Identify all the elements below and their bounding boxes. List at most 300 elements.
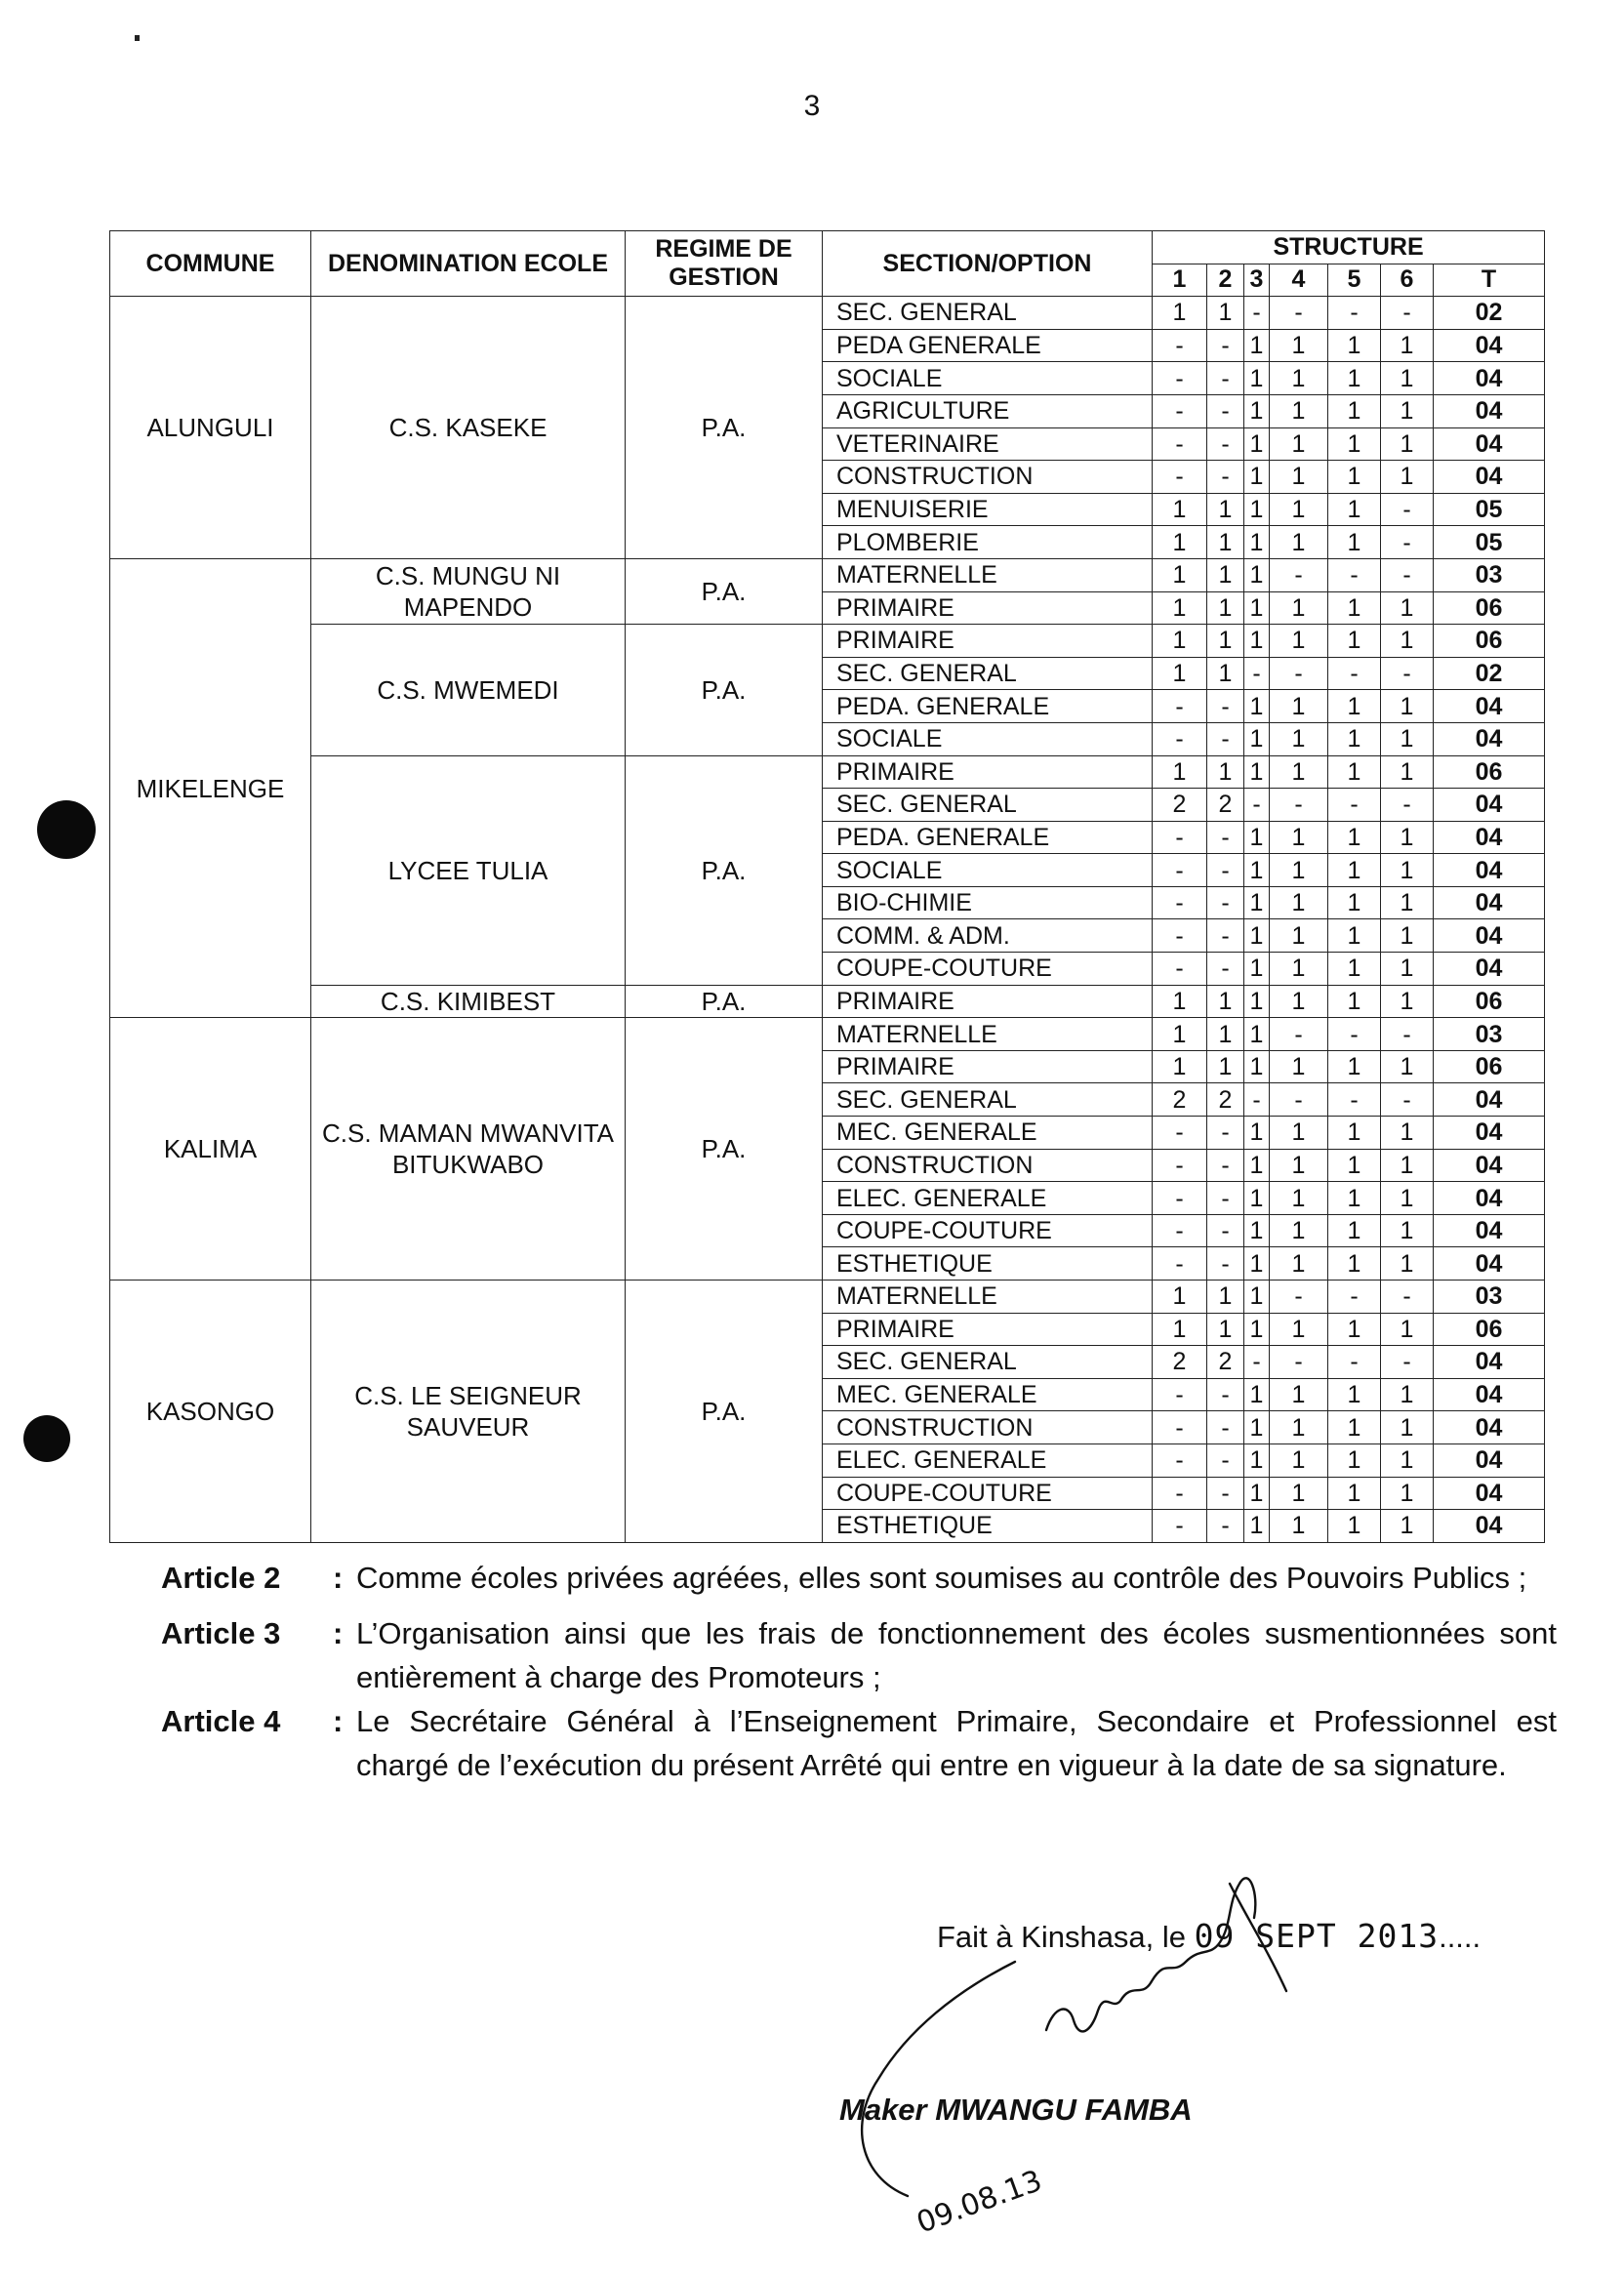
structure-level-5-cell: 1 bbox=[1328, 953, 1381, 986]
structure-level-4-cell: 1 bbox=[1270, 886, 1328, 919]
structure-level-2-cell: - bbox=[1207, 953, 1244, 986]
structure-level-3-cell: 1 bbox=[1244, 919, 1270, 953]
total-cell: 04 bbox=[1434, 329, 1545, 362]
total-cell: 06 bbox=[1434, 1313, 1545, 1346]
total-cell: 04 bbox=[1434, 1247, 1545, 1281]
school-name-cell: C.S. MWEMEDI bbox=[311, 625, 626, 755]
structure-level-2-cell: 1 bbox=[1207, 493, 1244, 526]
structure-level-3-cell: - bbox=[1244, 1083, 1270, 1117]
article-label: Article 3 bbox=[161, 1616, 281, 1650]
article-colon: : bbox=[333, 1616, 344, 1650]
section-cell: PRIMAIRE bbox=[823, 755, 1153, 789]
structure-level-6-cell: 1 bbox=[1381, 985, 1434, 1018]
structure-level-6-cell: 1 bbox=[1381, 919, 1434, 953]
structure-level-6-cell: 1 bbox=[1381, 1411, 1434, 1444]
structure-level-5-cell: 1 bbox=[1328, 886, 1381, 919]
structure-level-6-cell: 1 bbox=[1381, 755, 1434, 789]
article-colon: : bbox=[333, 1704, 344, 1738]
structure-level-1-cell: - bbox=[1153, 1149, 1207, 1182]
structure-level-1-cell: - bbox=[1153, 821, 1207, 854]
total-cell: 06 bbox=[1434, 755, 1545, 789]
total-cell: 04 bbox=[1434, 821, 1545, 854]
structure-level-6-cell: 1 bbox=[1381, 1117, 1434, 1150]
structure-level-4-cell: 1 bbox=[1270, 1050, 1328, 1083]
structure-level-4-cell: - bbox=[1270, 657, 1328, 690]
structure-level-3-cell: 1 bbox=[1244, 1281, 1270, 1314]
structure-level-1-cell: - bbox=[1153, 953, 1207, 986]
structure-level-2-cell: - bbox=[1207, 886, 1244, 919]
section-cell: CONSTRUCTION bbox=[823, 1411, 1153, 1444]
structure-level-1-cell: - bbox=[1153, 1117, 1207, 1150]
total-cell: 02 bbox=[1434, 657, 1545, 690]
structure-level-6-cell: 1 bbox=[1381, 427, 1434, 461]
structure-level-4-cell: 1 bbox=[1270, 394, 1328, 427]
binder-hole-mark bbox=[23, 1415, 70, 1462]
structure-level-1-cell: 1 bbox=[1153, 1018, 1207, 1051]
structure-level-2-cell: - bbox=[1207, 1477, 1244, 1510]
structure-level-6-cell: - bbox=[1381, 1018, 1434, 1051]
section-cell: SEC. GENERAL bbox=[823, 1083, 1153, 1117]
structure-level-2-cell: - bbox=[1207, 1214, 1244, 1247]
structure-level-4-cell: 1 bbox=[1270, 591, 1328, 625]
structure-level-4-cell: 1 bbox=[1270, 985, 1328, 1018]
total-cell: 04 bbox=[1434, 953, 1545, 986]
total-cell: 04 bbox=[1434, 1443, 1545, 1477]
structure-level-6-cell: 1 bbox=[1381, 1050, 1434, 1083]
handwritten-note: 09.08.13 bbox=[912, 2163, 1047, 2241]
structure-level-3-cell: 1 bbox=[1244, 1117, 1270, 1150]
structure-level-6-cell: 1 bbox=[1381, 886, 1434, 919]
section-cell: MENUISERIE bbox=[823, 493, 1153, 526]
structure-level-2-cell: - bbox=[1207, 1182, 1244, 1215]
structure-level-6-cell: 1 bbox=[1381, 1247, 1434, 1281]
section-cell: SOCIALE bbox=[823, 362, 1153, 395]
structure-level-1-cell: 1 bbox=[1153, 1050, 1207, 1083]
structure-level-6-cell: - bbox=[1381, 1083, 1434, 1117]
header-level-4: 4 bbox=[1270, 264, 1328, 297]
structure-level-4-cell: 1 bbox=[1270, 953, 1328, 986]
commune-cell: MIKELENGE bbox=[110, 558, 311, 1017]
structure-level-4-cell: 1 bbox=[1270, 526, 1328, 559]
structure-level-3-cell: 1 bbox=[1244, 722, 1270, 755]
structure-level-4-cell: - bbox=[1270, 1346, 1328, 1379]
structure-level-1-cell: - bbox=[1153, 427, 1207, 461]
structure-level-4-cell: 1 bbox=[1270, 1313, 1328, 1346]
structure-level-5-cell: 1 bbox=[1328, 1477, 1381, 1510]
structure-level-3-cell: 1 bbox=[1244, 329, 1270, 362]
structure-level-1-cell: - bbox=[1153, 461, 1207, 494]
structure-level-2-cell: - bbox=[1207, 821, 1244, 854]
structure-level-4-cell: 1 bbox=[1270, 493, 1328, 526]
structure-level-2-cell: 1 bbox=[1207, 625, 1244, 658]
structure-level-5-cell: - bbox=[1328, 297, 1381, 330]
article-text: Comme écoles privées agréées, elles sont soumises au contrôle des Pouvoirs Publics ; bbox=[356, 1561, 1527, 1595]
structure-level-2-cell: 2 bbox=[1207, 1346, 1244, 1379]
structure-level-4-cell: 1 bbox=[1270, 461, 1328, 494]
total-cell: 06 bbox=[1434, 985, 1545, 1018]
structure-level-5-cell: 1 bbox=[1328, 1510, 1381, 1543]
structure-level-2-cell: - bbox=[1207, 919, 1244, 953]
section-cell: PRIMAIRE bbox=[823, 625, 1153, 658]
section-cell: SEC. GENERAL bbox=[823, 1346, 1153, 1379]
structure-level-3-cell: 1 bbox=[1244, 1411, 1270, 1444]
structure-level-5-cell: 1 bbox=[1328, 1411, 1381, 1444]
structure-level-2-cell: 1 bbox=[1207, 297, 1244, 330]
total-cell: 04 bbox=[1434, 1378, 1545, 1411]
structure-level-3-cell: 1 bbox=[1244, 821, 1270, 854]
structure-level-1-cell: - bbox=[1153, 329, 1207, 362]
section-cell: SEC. GENERAL bbox=[823, 789, 1153, 822]
structure-level-1-cell: - bbox=[1153, 1443, 1207, 1477]
structure-level-3-cell: 1 bbox=[1244, 690, 1270, 723]
structure-level-5-cell: 1 bbox=[1328, 591, 1381, 625]
structure-level-5-cell: 1 bbox=[1328, 722, 1381, 755]
section-cell: CONSTRUCTION bbox=[823, 461, 1153, 494]
school-name-cell: C.S. KIMIBEST bbox=[311, 985, 626, 1018]
structure-level-4-cell: 1 bbox=[1270, 722, 1328, 755]
school-name-cell: C.S. KASEKE bbox=[311, 297, 626, 559]
total-cell: 04 bbox=[1434, 789, 1545, 822]
structure-level-6-cell: - bbox=[1381, 526, 1434, 559]
structure-level-2-cell: - bbox=[1207, 722, 1244, 755]
school-name-cell: LYCEE TULIA bbox=[311, 755, 626, 985]
structure-level-4-cell: 1 bbox=[1270, 1443, 1328, 1477]
article-colon: : bbox=[333, 1561, 344, 1595]
structure-level-3-cell: 1 bbox=[1244, 461, 1270, 494]
section-cell: PLOMBERIE bbox=[823, 526, 1153, 559]
structure-level-4-cell: 1 bbox=[1270, 427, 1328, 461]
structure-level-5-cell: 1 bbox=[1328, 1182, 1381, 1215]
total-cell: 06 bbox=[1434, 625, 1545, 658]
structure-level-6-cell: 1 bbox=[1381, 394, 1434, 427]
structure-level-4-cell: 1 bbox=[1270, 690, 1328, 723]
header-level-1: 1 bbox=[1153, 264, 1207, 297]
structure-level-4-cell: - bbox=[1270, 789, 1328, 822]
structure-level-1-cell: - bbox=[1153, 919, 1207, 953]
structure-level-4-cell: 1 bbox=[1270, 1247, 1328, 1281]
structure-level-5-cell: 1 bbox=[1328, 690, 1381, 723]
section-cell: MEC. GENERALE bbox=[823, 1378, 1153, 1411]
section-cell: COMM. & ADM. bbox=[823, 919, 1153, 953]
structure-level-6-cell: 1 bbox=[1381, 690, 1434, 723]
structure-level-5-cell: 1 bbox=[1328, 1247, 1381, 1281]
section-cell: PRIMAIRE bbox=[823, 1313, 1153, 1346]
structure-level-1-cell: 1 bbox=[1153, 526, 1207, 559]
structure-level-2-cell: 1 bbox=[1207, 1281, 1244, 1314]
structure-level-2-cell: - bbox=[1207, 1149, 1244, 1182]
header-section: SECTION/OPTION bbox=[823, 231, 1153, 297]
structure-level-3-cell: - bbox=[1244, 297, 1270, 330]
structure-level-1-cell: - bbox=[1153, 886, 1207, 919]
structure-level-2-cell: - bbox=[1207, 854, 1244, 887]
structure-level-5-cell: 1 bbox=[1328, 919, 1381, 953]
total-cell: 03 bbox=[1434, 1018, 1545, 1051]
total-cell: 04 bbox=[1434, 1477, 1545, 1510]
total-cell: 04 bbox=[1434, 1346, 1545, 1379]
school-name-cell: C.S. MAMAN MWANVITA BITUKWABO bbox=[311, 1018, 626, 1281]
structure-level-4-cell: 1 bbox=[1270, 362, 1328, 395]
structure-level-3-cell: 1 bbox=[1244, 591, 1270, 625]
total-cell: 04 bbox=[1434, 362, 1545, 395]
total-cell: 04 bbox=[1434, 1149, 1545, 1182]
section-cell: MATERNELLE bbox=[823, 558, 1153, 591]
total-cell: 05 bbox=[1434, 526, 1545, 559]
article-label: Article 4 bbox=[161, 1704, 281, 1738]
structure-level-4-cell: 1 bbox=[1270, 1510, 1328, 1543]
structure-level-3-cell: 1 bbox=[1244, 362, 1270, 395]
structure-level-1-cell: - bbox=[1153, 394, 1207, 427]
regime-cell: P.A. bbox=[626, 755, 823, 985]
header-total: T bbox=[1434, 264, 1545, 297]
section-cell: MEC. GENERALE bbox=[823, 1117, 1153, 1150]
structure-level-6-cell: 1 bbox=[1381, 362, 1434, 395]
structure-level-5-cell: - bbox=[1328, 1018, 1381, 1051]
total-cell: 03 bbox=[1434, 1281, 1545, 1314]
section-cell: PRIMAIRE bbox=[823, 1050, 1153, 1083]
total-cell: 04 bbox=[1434, 1510, 1545, 1543]
total-cell: 04 bbox=[1434, 1411, 1545, 1444]
structure-level-5-cell: 1 bbox=[1328, 526, 1381, 559]
section-cell: SEC. GENERAL bbox=[823, 297, 1153, 330]
structure-level-6-cell: - bbox=[1381, 493, 1434, 526]
commune-cell: KALIMA bbox=[110, 1018, 311, 1281]
structure-level-1-cell: 2 bbox=[1153, 1083, 1207, 1117]
structure-level-4-cell: 1 bbox=[1270, 1378, 1328, 1411]
total-cell: 04 bbox=[1434, 854, 1545, 887]
total-cell: 04 bbox=[1434, 394, 1545, 427]
structure-level-3-cell: 1 bbox=[1244, 854, 1270, 887]
section-cell: CONSTRUCTION bbox=[823, 1149, 1153, 1182]
structure-level-3-cell: 1 bbox=[1244, 1149, 1270, 1182]
structure-level-4-cell: 1 bbox=[1270, 1117, 1328, 1150]
total-cell: 04 bbox=[1434, 886, 1545, 919]
structure-level-6-cell: 1 bbox=[1381, 1182, 1434, 1215]
section-cell: VETERINAIRE bbox=[823, 427, 1153, 461]
structure-level-1-cell: 2 bbox=[1153, 1346, 1207, 1379]
structure-level-3-cell: 1 bbox=[1244, 1378, 1270, 1411]
header-regime: REGIME DE GESTION bbox=[626, 231, 823, 297]
section-cell: MATERNELLE bbox=[823, 1281, 1153, 1314]
structure-level-2-cell: 2 bbox=[1207, 789, 1244, 822]
section-cell: PEDA. GENERALE bbox=[823, 690, 1153, 723]
total-cell: 04 bbox=[1434, 461, 1545, 494]
structure-level-1-cell: 1 bbox=[1153, 558, 1207, 591]
structure-level-5-cell: 1 bbox=[1328, 394, 1381, 427]
structure-level-4-cell: 1 bbox=[1270, 854, 1328, 887]
structure-level-3-cell: 1 bbox=[1244, 1182, 1270, 1215]
section-cell: BIO-CHIMIE bbox=[823, 886, 1153, 919]
structure-level-3-cell: - bbox=[1244, 657, 1270, 690]
structure-level-2-cell: - bbox=[1207, 690, 1244, 723]
structure-level-6-cell: 1 bbox=[1381, 625, 1434, 658]
structure-level-6-cell: 1 bbox=[1381, 821, 1434, 854]
section-cell: PRIMAIRE bbox=[823, 985, 1153, 1018]
structure-level-1-cell: - bbox=[1153, 722, 1207, 755]
commune-cell: KASONGO bbox=[110, 1281, 311, 1543]
structure-level-5-cell: 1 bbox=[1328, 854, 1381, 887]
structure-level-1-cell: 1 bbox=[1153, 1281, 1207, 1314]
structure-level-5-cell: 1 bbox=[1328, 1050, 1381, 1083]
structure-level-4-cell: 1 bbox=[1270, 625, 1328, 658]
total-cell: 06 bbox=[1434, 591, 1545, 625]
total-cell: 04 bbox=[1434, 1083, 1545, 1117]
structure-level-1-cell: - bbox=[1153, 1214, 1207, 1247]
structure-level-4-cell: 1 bbox=[1270, 1477, 1328, 1510]
structure-level-5-cell: 1 bbox=[1328, 821, 1381, 854]
structure-level-5-cell: - bbox=[1328, 558, 1381, 591]
section-cell: SOCIALE bbox=[823, 722, 1153, 755]
regime-cell: P.A. bbox=[626, 297, 823, 559]
structure-level-3-cell: 1 bbox=[1244, 1247, 1270, 1281]
structure-level-3-cell: 1 bbox=[1244, 493, 1270, 526]
date-stamp: 09 SEPT 2013 bbox=[1194, 1917, 1440, 1955]
structure-level-6-cell: 1 bbox=[1381, 953, 1434, 986]
total-cell: 04 bbox=[1434, 690, 1545, 723]
structure-level-1-cell: 1 bbox=[1153, 755, 1207, 789]
structure-level-3-cell: 1 bbox=[1244, 886, 1270, 919]
structure-level-3-cell: 1 bbox=[1244, 953, 1270, 986]
structure-level-5-cell: 1 bbox=[1328, 1378, 1381, 1411]
structure-level-5-cell: - bbox=[1328, 657, 1381, 690]
structure-level-1-cell: - bbox=[1153, 1411, 1207, 1444]
total-cell: 04 bbox=[1434, 427, 1545, 461]
structure-level-3-cell: 1 bbox=[1244, 526, 1270, 559]
binder-hole-mark bbox=[37, 800, 96, 859]
header-level-5: 5 bbox=[1328, 264, 1381, 297]
structure-level-5-cell: 1 bbox=[1328, 427, 1381, 461]
structure-level-3-cell: 1 bbox=[1244, 625, 1270, 658]
regime-cell: P.A. bbox=[626, 1018, 823, 1281]
structure-level-5-cell: 1 bbox=[1328, 1214, 1381, 1247]
structure-level-3-cell: 1 bbox=[1244, 1050, 1270, 1083]
structure-level-6-cell: 1 bbox=[1381, 722, 1434, 755]
structure-level-1-cell: 1 bbox=[1153, 657, 1207, 690]
structure-level-6-cell: 1 bbox=[1381, 461, 1434, 494]
school-name-cell: C.S. LE SEIGNEUR SAUVEUR bbox=[311, 1281, 626, 1543]
structure-level-2-cell: - bbox=[1207, 1117, 1244, 1150]
structure-level-5-cell: 1 bbox=[1328, 329, 1381, 362]
structure-level-2-cell: - bbox=[1207, 1247, 1244, 1281]
structure-level-1-cell: - bbox=[1153, 362, 1207, 395]
place-prefix: Fait à Kinshasa, le bbox=[937, 1920, 1187, 1954]
structure-level-5-cell: - bbox=[1328, 1281, 1381, 1314]
section-cell: SOCIALE bbox=[823, 854, 1153, 887]
school-name-cell: C.S. MUNGU NI MAPENDO bbox=[311, 558, 626, 624]
structure-level-6-cell: 1 bbox=[1381, 1149, 1434, 1182]
structure-level-1-cell: 1 bbox=[1153, 985, 1207, 1018]
structure-level-5-cell: 1 bbox=[1328, 985, 1381, 1018]
structure-level-6-cell: - bbox=[1381, 657, 1434, 690]
total-cell: 05 bbox=[1434, 493, 1545, 526]
structure-level-3-cell: 1 bbox=[1244, 1443, 1270, 1477]
structure-level-4-cell: 1 bbox=[1270, 821, 1328, 854]
structure-level-6-cell: 1 bbox=[1381, 1477, 1434, 1510]
total-cell: 04 bbox=[1434, 1182, 1545, 1215]
page-number: 3 bbox=[803, 90, 821, 122]
header-level-3: 3 bbox=[1244, 264, 1270, 297]
section-cell: MATERNELLE bbox=[823, 1018, 1153, 1051]
article-text: L’Organisation ainsi que les frais de fonctionnement des écoles susmentionnées sont entièrement à charge des Promoteurs ; bbox=[356, 1616, 1557, 1694]
structure-level-4-cell: - bbox=[1270, 558, 1328, 591]
structure-level-1-cell: 1 bbox=[1153, 1313, 1207, 1346]
structure-level-1-cell: - bbox=[1153, 1378, 1207, 1411]
structure-level-5-cell: - bbox=[1328, 1346, 1381, 1379]
structure-level-3-cell: 1 bbox=[1244, 985, 1270, 1018]
section-cell: ELEC. GENERALE bbox=[823, 1182, 1153, 1215]
structure-level-4-cell: 1 bbox=[1270, 919, 1328, 953]
structure-level-6-cell: 1 bbox=[1381, 1214, 1434, 1247]
structure-level-4-cell: 1 bbox=[1270, 1214, 1328, 1247]
structure-level-6-cell: 1 bbox=[1381, 1443, 1434, 1477]
structure-level-6-cell: - bbox=[1381, 789, 1434, 822]
structure-level-5-cell: - bbox=[1328, 1083, 1381, 1117]
structure-level-4-cell: - bbox=[1270, 1083, 1328, 1117]
structure-level-6-cell: - bbox=[1381, 1346, 1434, 1379]
section-cell: COUPE-COUTURE bbox=[823, 1214, 1153, 1247]
structure-level-6-cell: 1 bbox=[1381, 591, 1434, 625]
section-cell: ELEC. GENERALE bbox=[823, 1443, 1153, 1477]
structure-level-1-cell: 1 bbox=[1153, 493, 1207, 526]
structure-level-1-cell: - bbox=[1153, 1510, 1207, 1543]
structure-level-5-cell: 1 bbox=[1328, 461, 1381, 494]
regime-cell: P.A. bbox=[626, 985, 823, 1018]
total-cell: 04 bbox=[1434, 919, 1545, 953]
structure-level-5-cell: 1 bbox=[1328, 362, 1381, 395]
total-cell: 02 bbox=[1434, 297, 1545, 330]
article-text: Le Secrétaire Général à l’Enseignement Primaire, Secondaire et Professionnel est chargé de l’exécution du présent Arrêté qui entre en vigueur à la date de sa signature. bbox=[356, 1704, 1557, 1782]
structure-level-2-cell: - bbox=[1207, 394, 1244, 427]
structure-level-1-cell: 1 bbox=[1153, 591, 1207, 625]
structure-level-3-cell: - bbox=[1244, 789, 1270, 822]
structure-level-1-cell: - bbox=[1153, 1477, 1207, 1510]
structure-level-2-cell: - bbox=[1207, 1510, 1244, 1543]
structure-level-4-cell: 1 bbox=[1270, 755, 1328, 789]
section-cell: PRIMAIRE bbox=[823, 591, 1153, 625]
structure-level-1-cell: - bbox=[1153, 1247, 1207, 1281]
section-cell: ESTHETIQUE bbox=[823, 1247, 1153, 1281]
structure-level-3-cell: 1 bbox=[1244, 1477, 1270, 1510]
structure-level-2-cell: - bbox=[1207, 362, 1244, 395]
section-cell: AGRICULTURE bbox=[823, 394, 1153, 427]
header-commune: COMMUNE bbox=[110, 231, 311, 297]
structure-level-6-cell: 1 bbox=[1381, 329, 1434, 362]
structure-level-1-cell: 1 bbox=[1153, 297, 1207, 330]
structure-level-5-cell: 1 bbox=[1328, 1443, 1381, 1477]
section-cell: SEC. GENERAL bbox=[823, 657, 1153, 690]
regime-cell: P.A. bbox=[626, 1281, 823, 1543]
structure-level-1-cell: - bbox=[1153, 854, 1207, 887]
structure-level-4-cell: 1 bbox=[1270, 1149, 1328, 1182]
structure-level-3-cell: 1 bbox=[1244, 755, 1270, 789]
section-cell: COUPE-COUTURE bbox=[823, 953, 1153, 986]
structure-level-5-cell: 1 bbox=[1328, 625, 1381, 658]
structure-level-2-cell: 1 bbox=[1207, 755, 1244, 789]
structure-level-1-cell: - bbox=[1153, 690, 1207, 723]
header-denomination: DENOMINATION ECOLE bbox=[311, 231, 626, 297]
structure-level-1-cell: 1 bbox=[1153, 625, 1207, 658]
structure-level-3-cell: 1 bbox=[1244, 1214, 1270, 1247]
section-cell: PEDA GENERALE bbox=[823, 329, 1153, 362]
structure-level-6-cell: 1 bbox=[1381, 1510, 1434, 1543]
section-cell: ESTHETIQUE bbox=[823, 1510, 1153, 1543]
structure-level-5-cell: - bbox=[1328, 789, 1381, 822]
header-level-2: 2 bbox=[1207, 264, 1244, 297]
structure-level-3-cell: 1 bbox=[1244, 427, 1270, 461]
structure-level-6-cell: 1 bbox=[1381, 1313, 1434, 1346]
structure-level-2-cell: 1 bbox=[1207, 985, 1244, 1018]
section-cell: PEDA. GENERALE bbox=[823, 821, 1153, 854]
structure-level-2-cell: 1 bbox=[1207, 591, 1244, 625]
